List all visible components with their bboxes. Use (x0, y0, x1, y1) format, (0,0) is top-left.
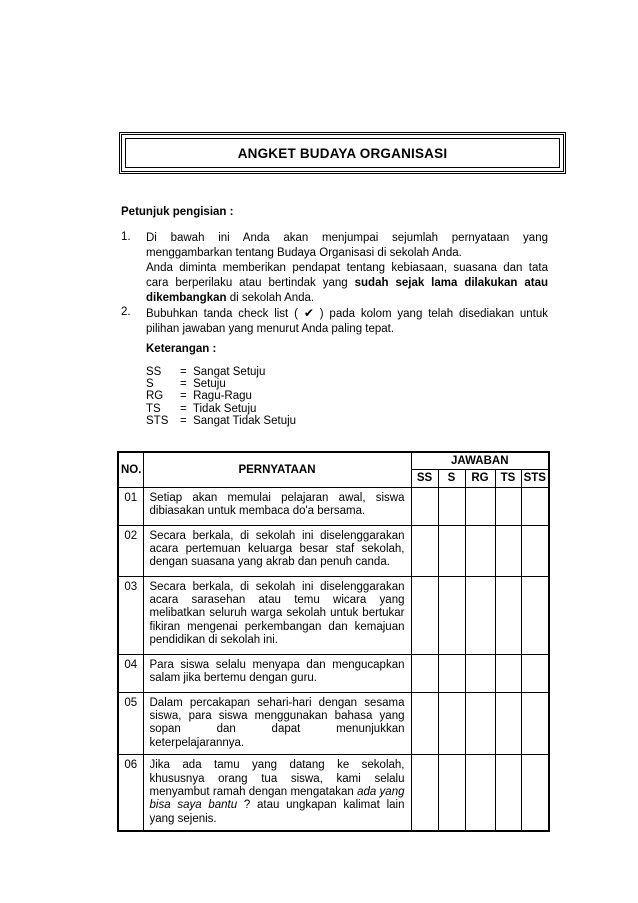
row-statement: Secara berkala, di sekolah ini diselenggarakan acara pertemuan keluarga besar staf sekolah, dengan suasana yang akrab dan penuh canda. (143, 525, 411, 576)
legend-definition: = Sangat Tidak Setuju (180, 414, 297, 427)
legend-list (146, 366, 296, 427)
row-statement: Dalam percakapan sehari-hari dengan sesama siswa, para siswa menggunakan bahasa yang sopan dan dapat menunjukkan keterpelajarannya. (143, 692, 411, 755)
answer-cell-ts[interactable] (495, 654, 521, 692)
answer-cell-ss[interactable] (411, 654, 438, 692)
item1-line2-pre: Anda diminta memberikan pendapat tentang kebiasaan, suasana dan tata cara berperilaku atau bertindak yang (146, 262, 548, 289)
answer-cell-s[interactable] (438, 487, 465, 525)
answer-cell-sts[interactable] (521, 692, 549, 755)
table-row (118, 692, 549, 755)
item2-text (146, 306, 548, 337)
answer-cell-rg[interactable] (465, 755, 495, 832)
answer-cell-ts[interactable] (495, 576, 521, 654)
row-number: 03 (118, 576, 143, 654)
option-rg: RG (465, 469, 495, 487)
table-row (118, 576, 549, 654)
item1-line1: Di bawah ini Anda akan menjumpai sejumlah pernyataan yang menggambarkan tentang Budaya Organisasi di sekolah Anda. (146, 232, 548, 259)
header-statement: PERNYATAAN (143, 452, 411, 487)
answer-cell-rg[interactable] (465, 654, 495, 692)
answer-cell-ts[interactable] (495, 525, 521, 576)
header-no: NO. (118, 452, 143, 487)
questionnaire-table (117, 451, 550, 832)
row-statement: Secara berkala, di sekolah ini diselenggarakan acara sarasehan atau temu wicara yang melibatkan seluruh warga sekolah untuk bertukar fikiran mengenai perkembangan dan kemajuan pendidikan di sekolah ini. (143, 576, 411, 654)
legend-item (146, 366, 296, 378)
answer-cell-sts[interactable] (521, 654, 549, 692)
item2-number: 2. (121, 306, 131, 318)
option-ss: SS (411, 469, 438, 487)
answer-cell-s[interactable] (438, 576, 465, 654)
answer-cell-ss[interactable] (411, 755, 438, 832)
table-row (118, 525, 549, 576)
header-row (118, 452, 549, 469)
answer-cell-sts[interactable] (521, 576, 549, 654)
legend-code: S (146, 378, 154, 391)
answer-cell-ts[interactable] (495, 755, 521, 832)
legend-item (146, 390, 296, 402)
answer-cell-s[interactable] (438, 692, 465, 755)
option-ts: TS (495, 469, 521, 487)
answer-cell-ts[interactable] (495, 692, 521, 755)
legend-code: SS (146, 366, 162, 378)
row-statement-post: ? atau ungkapan kalimat lain yang sejenis. (149, 799, 405, 825)
item1-number: 1. (121, 231, 131, 243)
row-statement-italic: ada yang bisa saya bantu (149, 785, 405, 812)
answer-cell-rg[interactable] (465, 487, 495, 525)
legend-definition: = Ragu-Ragu (180, 390, 252, 403)
answer-cell-ss[interactable] (411, 692, 438, 755)
legend-item (146, 415, 296, 427)
item1-text (146, 231, 548, 306)
row-statement (143, 755, 411, 832)
legend-definition: = Tidak Setuju (180, 402, 257, 415)
document-title: ANGKET BUDAYA ORGANISASI (237, 145, 448, 161)
answer-cell-sts[interactable] (521, 487, 549, 525)
table-row (118, 654, 549, 692)
answer-cell-sts[interactable] (521, 755, 549, 832)
answer-cell-sts[interactable] (521, 525, 549, 576)
row-statement-pre: Jika ada tamu yang datang ke sekolah, khususnya orang tua siswa, kami selalu menyambut ramah dengan mengatakan (149, 759, 405, 798)
table-row (118, 487, 549, 525)
answer-cell-ss[interactable] (411, 487, 438, 525)
check-icon: ✔ (303, 306, 314, 320)
item1-line2-post: di sekolah Anda. (226, 292, 315, 304)
answer-cell-rg[interactable] (465, 576, 495, 654)
legend-definition: = Setuju (180, 378, 226, 391)
legend-code: STS (146, 414, 169, 427)
instructions-heading: Petunjuk pengisian : (121, 206, 234, 218)
row-number: 04 (118, 654, 143, 692)
answer-cell-s[interactable] (438, 525, 465, 576)
table-row (118, 755, 549, 832)
legend-code: TS (146, 402, 161, 415)
header-answer: JAWABAN (411, 452, 549, 469)
answer-cell-ss[interactable] (411, 525, 438, 576)
answer-cell-s[interactable] (438, 654, 465, 692)
answer-cell-rg[interactable] (465, 525, 495, 576)
option-sts: STS (521, 469, 549, 487)
row-number: 06 (118, 755, 143, 832)
item2-text-post: ) pada kolom yang telah disediakan untuk pilihan jawaban yang menurut Anda paling tepat. (146, 308, 548, 335)
answer-cell-rg[interactable] (465, 692, 495, 755)
legend-item (146, 403, 296, 415)
title-box (119, 132, 566, 174)
row-number: 05 (118, 692, 143, 755)
item1-line2-bold: sudah sejak lama dilakukan atau dikembangkan (146, 277, 548, 304)
answer-cell-ss[interactable] (411, 576, 438, 654)
legend-heading: Keterangan : (146, 343, 217, 355)
row-number: 01 (118, 487, 143, 525)
legend-code: RG (146, 390, 164, 403)
option-s: S (438, 469, 465, 487)
legend-item (146, 378, 296, 390)
row-number: 02 (118, 525, 143, 576)
row-statement: Setiap akan memulai pelajaran awal, siswa dibiasakan untuk membaca do'a bersama. (143, 487, 411, 525)
answer-cell-s[interactable] (438, 755, 465, 832)
legend-definition: = Sangat Setuju (180, 366, 266, 378)
item2-text-pre: Bubuhkan tanda check list ( (146, 308, 304, 320)
row-statement: Para siswa selalu menyapa dan mengucapkan salam jika bertemu dengan guru. (143, 654, 411, 692)
title-box-inner (125, 138, 560, 168)
answer-cell-ts[interactable] (495, 487, 521, 525)
